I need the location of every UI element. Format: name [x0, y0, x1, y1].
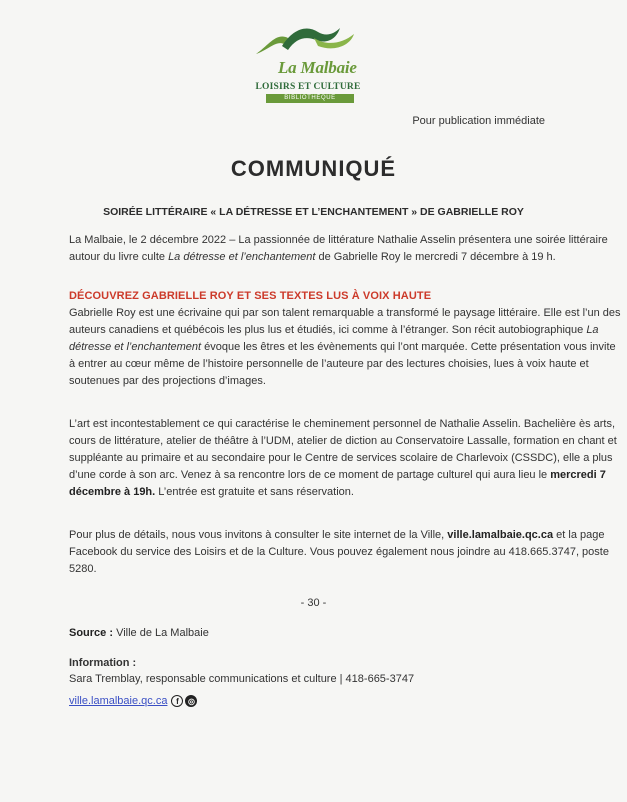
intro-line: La Malbaie, le 2 décembre 2022 – La passionnée de littérature Nathalie Asselin présentera une soirée littéraire: [69, 234, 608, 246]
source-value: Ville de La Malbaie: [113, 627, 209, 639]
paragraph-line: Gabrielle Roy est une écrivaine qui par son talent remarquable a transformé le paysage littéraire. Elle est l’un des: [69, 307, 621, 319]
instagram-icon[interactable]: ◎: [185, 695, 197, 707]
section-heading: DÉCOUVREZ GABRIELLE ROY ET SES TEXTES LUS À VOIX HAUTE: [69, 290, 432, 302]
book-title: La détresse et l’enchantement: [168, 251, 316, 263]
paragraph-gabrielle-roy: [69, 305, 621, 390]
paragraph-line: cours de littérature, atelier de théâtre à l’UDM, atelier de diction au Conservatoire Lassalle, formation en chant et: [69, 435, 617, 447]
paragraph-line: à entrer au cœur même de l’histoire personnelle de l’auteure par des lectures choisies, lues à voix haute et: [69, 358, 589, 370]
paragraph-line: Pour plus de détails, nous vous invitons à consulter le site internet de la Ville, ville.lamalbaie.qc.ca et la page: [69, 529, 605, 541]
intro-paragraph: [69, 232, 608, 266]
paragraph-line: soutenues par des projections d’images.: [69, 375, 266, 387]
page-title: COMMUNIQUÉ: [230, 156, 397, 181]
paragraph-line: 5280.: [69, 563, 97, 575]
la-malbaie-logo: [248, 24, 368, 100]
publication-note: Pour publication immédiate: [412, 115, 545, 127]
paragraph-line: L’art est incontestablement ce qui caractérise le cheminement personnel de Nathalie Asselin. Bachelière ès arts,: [69, 418, 616, 430]
information-label: Information :: [69, 657, 137, 669]
intro-line: autour du livre culte La détresse et l’enchantement de Gabrielle Roy le mercredi 7 décembre à 19 h.: [69, 251, 556, 263]
facebook-icon[interactable]: f: [171, 695, 183, 707]
paragraph-line: décembre à 19h. L’entrée est gratuite et sans réservation.: [69, 486, 354, 498]
logo-name: La Malbaie: [278, 58, 357, 77]
logo-subtitle: LOISIRS ET CULTURE: [255, 82, 361, 92]
information-contact: Sara Tremblay, responsable communications et culture | 418-665-3747: [69, 673, 415, 685]
paragraph-contact: [69, 527, 609, 578]
paragraph-line: auteurs canadiens et québécois les plus lus et étudiés, ici comme à l’étranger. Son récit autobiographique La: [69, 324, 599, 336]
paragraph-line: suppléante au primaire et au secondaire pour le Centre de services scolaire de Charlevoix (CSSDC), elle a plus: [69, 452, 613, 464]
paragraph-line: détresse et l’enchantement évoque les êtres et les évènements qui l’ont marquée. Cette présentation vous invite: [69, 341, 616, 353]
source-label: Source :: [69, 627, 114, 639]
website-link[interactable]: ville.lamalbaie.qc.ca: [69, 695, 168, 707]
release-subtitle: SOIRÉE LITTÉRAIRE « LA DÉTRESSE ET L’ENCHANTEMENT » DE GABRIELLE ROY: [103, 206, 524, 218]
paragraph-line: Facebook du service des Loisirs et de la Culture. Vous pouvez également nous joindre au 418.665.3747, poste: [69, 546, 609, 558]
website-row: [69, 691, 197, 711]
source-line: [69, 627, 209, 639]
paragraph-nathalie-asselin: [69, 416, 617, 501]
paragraph-line: d’une corde à son arc. Venez à sa rencontre lors de ce moment de partage culturel qui aura lieu le mercredi 7: [69, 469, 606, 481]
logo-band: BIBLIOTHÈQUE: [266, 94, 354, 103]
end-marker: - 30 -: [300, 597, 327, 609]
